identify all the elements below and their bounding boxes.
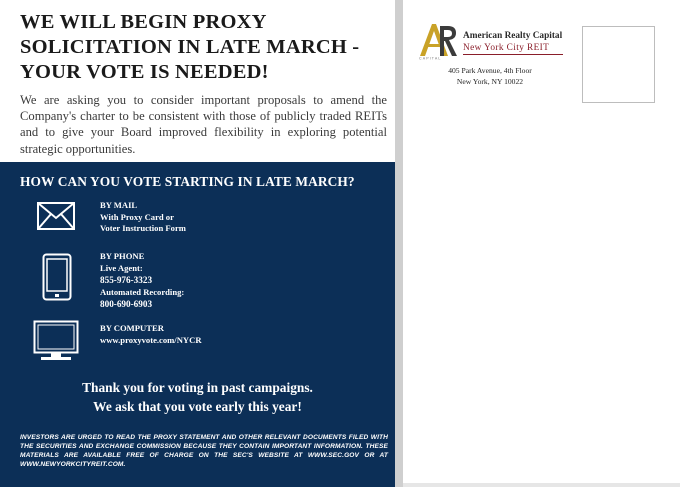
live-agent-label: Live Agent: xyxy=(100,262,143,273)
computer-monitor-icon xyxy=(33,320,79,362)
address-line-2: New York, NY 10022 xyxy=(456,76,524,86)
company-logo xyxy=(418,22,578,62)
computer-title: BY COMPUTER xyxy=(100,323,164,333)
phone-text xyxy=(100,251,184,311)
ar-capital-logo-mark xyxy=(418,22,458,60)
headline xyxy=(20,10,390,85)
headline-line-3: YOUR VOTE IS NEEDED! xyxy=(20,61,269,83)
mail-line-2: Voter Instruction Form xyxy=(100,223,186,233)
brand-name: American Realty Capital xyxy=(463,31,563,41)
thanks-line-2: We ask that you vote early this year! xyxy=(93,399,302,414)
automated-recording-number[interactable]: 800-690-6903 xyxy=(100,299,153,309)
logo-capital-text: CAPITAL xyxy=(419,56,442,60)
brand-underline xyxy=(463,54,563,55)
disclaimer: INVESTORS ARE URGED TO READ THE PROXY STATEMENT AND OTHER RELEVANT DOCUMENTS FILED WITH THE SECURITIES AND EXCHANGE COMMISSION BECAUSE THEY CONTAIN IMPORTANT INFORMATION. THESE MATERIALS ARE AVAILABLE FREE OF CHARGE ON THE SEC'S WEBSITE AT WWW.SEC.GOV OR AT WWW.NEWYORKCITYREIT.COM. xyxy=(20,434,388,468)
live-agent-number[interactable]: 855-976-3323 xyxy=(100,275,153,285)
phone-title: BY PHONE xyxy=(100,251,145,261)
thanks-line-1: Thank you for voting in past campaigns. xyxy=(82,380,313,395)
automated-recording-label: Automated Recording: xyxy=(100,286,185,297)
mail-text xyxy=(100,200,186,235)
envelope-icon xyxy=(37,202,75,230)
return-address xyxy=(430,66,550,87)
vote-heading: HOW CAN YOU VOTE STARTING IN LATE MARCH? xyxy=(20,174,355,189)
headline-line-2: SOLICITATION IN LATE MARCH - xyxy=(20,36,360,58)
thank-you-message xyxy=(0,378,395,416)
bottom-edge xyxy=(403,483,680,487)
proxyvote-link[interactable]: www.proxyvote.com/NYCR xyxy=(100,334,202,345)
mail-title: BY MAIL xyxy=(100,200,138,210)
fold-divider xyxy=(395,0,403,487)
brand-subtitle: New York City REIT xyxy=(463,43,550,53)
mail-line-1: With Proxy Card or xyxy=(100,211,174,222)
postage-stamp-box xyxy=(582,26,655,103)
computer-text xyxy=(100,323,202,346)
intro-paragraph: We are asking you to consider important proposals to amend the Company's charter to be consistent with those of publicly traded REITs and to give your Board improved flexibility in exploring potential strategic opportunities. xyxy=(20,93,387,156)
headline-line-1: WE WILL BEGIN PROXY xyxy=(20,11,267,33)
voting-panel xyxy=(0,162,395,487)
phone-icon xyxy=(42,253,72,301)
address-line-1: 405 Park Avenue, 4th Floor xyxy=(448,66,532,75)
